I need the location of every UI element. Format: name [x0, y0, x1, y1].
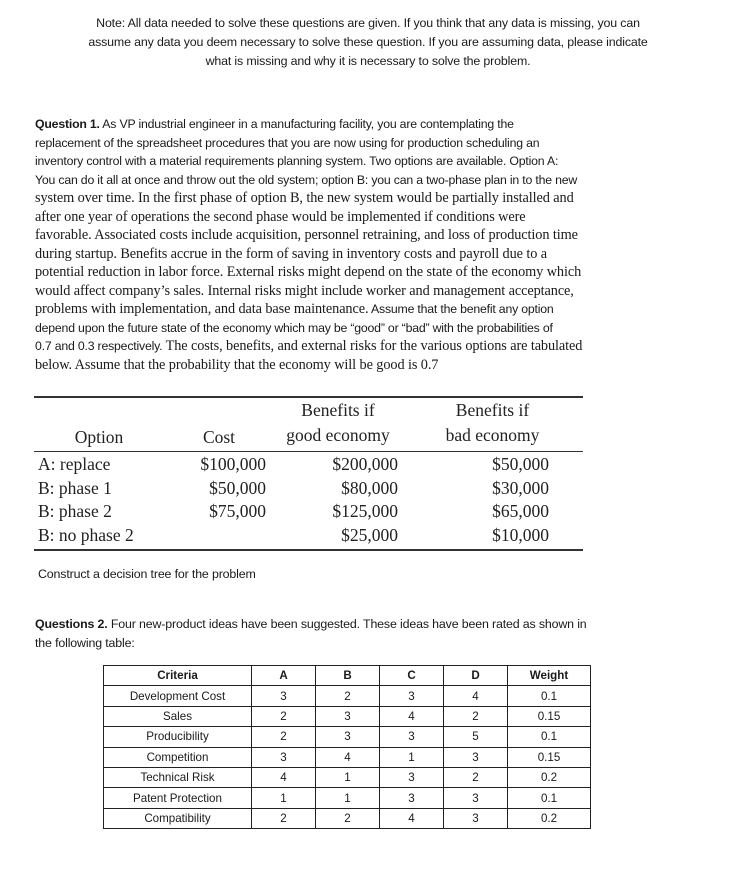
table-cell: 3	[316, 727, 380, 747]
q1-line: during startup. Benefits accrue in the form of saving in inventory costs and payroll due to a	[35, 245, 548, 262]
q1-line: after one year of operations the second phase would be implemented if conditions were	[35, 208, 526, 225]
table-cell: 3	[444, 788, 508, 808]
table-cell-cost: $75,000	[209, 501, 266, 521]
table-row	[104, 727, 591, 747]
table-cell-good: $80,000	[341, 477, 398, 498]
q1-line: potential reduction in labor force. External risks might depend on the state of the economy which	[35, 264, 582, 280]
table-row	[104, 808, 591, 828]
q1-line: inventory control with a material requirements planning system. Two options are available. Option A:	[35, 154, 559, 168]
table-cell: 0.15	[508, 706, 591, 726]
table-cell: 4	[380, 808, 444, 828]
header-good-economy: Benefits if good economy	[286, 399, 390, 445]
header-cost: Cost	[202, 426, 236, 447]
table-bottom-rule	[34, 549, 583, 551]
table-cell: Sales	[104, 706, 252, 726]
q1-line: would affect company’s sales. Internal risks might include worker and management acceptance,	[35, 282, 574, 299]
table-cell: 4	[444, 686, 508, 706]
q1-line: depend upon the future state of the economy which may be “good” or “bad” with the probabilities of	[35, 320, 553, 335]
table-cell: 4	[316, 747, 380, 767]
table-cell: 1	[316, 767, 380, 787]
q1-line: below. Assume that the probability that the economy will be good is 0.7	[35, 356, 439, 373]
table-cell: 1	[316, 788, 380, 808]
table-body	[34, 452, 583, 549]
header-bad-economy: Benefits if bad economy	[445, 399, 540, 445]
q1-line: You can do it all at once and throw out the old system; option B: you can a two-phase plan in to the new	[35, 172, 578, 187]
header-option: Option	[74, 426, 124, 447]
table-cell: 1	[380, 747, 444, 767]
table-row	[104, 788, 591, 808]
table-cell-option: A: replace	[38, 454, 111, 474]
table-cell: 0.1	[508, 686, 591, 706]
note-paragraph	[30, 14, 706, 71]
table-cell-cost: $100,000	[200, 454, 266, 474]
table-cell: 2	[252, 727, 316, 747]
table-cell: 3	[444, 808, 508, 828]
q1-line: favorable. Associated costs include acquisition, personnel retraining, and loss of production time	[35, 227, 578, 243]
table-cell: 0.15	[508, 747, 591, 767]
table-cell: Technical Risk	[104, 767, 252, 787]
table-cell: 2	[252, 808, 316, 828]
question-2-paragraph	[35, 615, 675, 653]
q1-line: replacement of the spreadsheet procedures that you are now using for production scheduling an	[35, 135, 540, 150]
table-cell: Competition	[104, 747, 252, 767]
table-row	[104, 747, 591, 767]
table-header-row	[104, 666, 591, 686]
table-cell: 2	[316, 686, 380, 706]
table-cell: 2	[444, 706, 508, 726]
question-2-label: Questions 2.	[35, 617, 108, 631]
table-cell-bad: $30,000	[492, 477, 549, 498]
table-cell: Producibility	[104, 727, 252, 747]
table-cell: 4	[380, 706, 444, 726]
table-cell: 3	[380, 788, 444, 808]
table-cell-bad: $10,000	[492, 524, 549, 545]
table-cell: 2	[316, 808, 380, 828]
table-cell-bad: $65,000	[492, 501, 549, 521]
table-cell-option: B: phase 2	[38, 501, 112, 521]
table-cell: Patent Protection	[104, 788, 252, 808]
table-row	[104, 767, 591, 787]
table-cell: 0.2	[508, 808, 591, 828]
table-cell-good: $200,000	[332, 454, 398, 474]
table-cell-bad: $50,000	[492, 454, 549, 474]
table-cell: 2	[252, 706, 316, 726]
q2-line: Questions 2. Four new-product ideas have been suggested. These ideas have been rated as shown in	[35, 617, 587, 631]
table-cell: 0.2	[508, 767, 591, 787]
header-weight: Weight	[508, 666, 591, 686]
q1-line: 0.7 and 0.3 respectively. The costs, benefits, and external risks for the various options are tabulated	[35, 338, 583, 354]
header-criteria: Criteria	[104, 666, 252, 686]
table-cell: Development Cost	[104, 686, 252, 706]
table-cell: 3	[252, 747, 316, 767]
table-cell-good: $25,000	[341, 524, 398, 545]
table-cell: 2	[444, 767, 508, 787]
header-c: C	[380, 666, 444, 686]
table-cell: 5	[444, 727, 508, 747]
table-cell-cost	[164, 524, 274, 548]
table-cell: 3	[380, 767, 444, 787]
table-row	[104, 686, 591, 706]
table-cell: Compatibility	[104, 808, 252, 828]
table-cell: 1	[252, 788, 316, 808]
table-row	[104, 706, 591, 726]
header-d: D	[444, 666, 508, 686]
question-1-paragraph	[35, 115, 675, 374]
table-cell-option: B: no phase 2	[38, 524, 134, 545]
q1-line: problems with implementation, and data base maintenance. Assume that the benefit any option	[35, 301, 554, 317]
table-cell: 0.1	[508, 788, 591, 808]
options-cost-benefit-table	[34, 396, 583, 551]
q1-line: Question 1. As VP industrial engineer in a manufacturing facility, you are contemplating the	[35, 117, 514, 131]
table-cell: 3	[380, 686, 444, 706]
header-b: B	[316, 666, 380, 686]
note-line: Note: All data needed to solve these questions are given. If you think that any data is missing, you can	[96, 16, 640, 30]
product-ideas-rating-table	[103, 665, 591, 829]
table-cell: 3	[252, 686, 316, 706]
table-cell-cost: $50,000	[209, 477, 266, 498]
question-1-label: Question 1.	[35, 117, 100, 131]
table-header-row	[34, 398, 583, 451]
header-a: A	[252, 666, 316, 686]
table-cell: 3	[316, 706, 380, 726]
table-cell-option: B: phase 1	[38, 477, 112, 498]
note-line: assume any data you deem necessary to solve these question. If you are assuming data, please indicate	[88, 35, 648, 49]
table-cell: 0.1	[508, 727, 591, 747]
table-cell-good: $125,000	[332, 501, 398, 521]
construct-decision-tree-instruction: Construct a decision tree for the problem	[38, 567, 256, 581]
note-line: what is missing and why it is necessary to solve the problem.	[205, 54, 531, 68]
q2-line: the following table:	[35, 636, 135, 650]
table-cell: 3	[380, 727, 444, 747]
q1-line: system over time. In the first phase of option B, the new system would be partially installed and	[35, 190, 574, 206]
table-cell: 3	[444, 747, 508, 767]
table-cell: 4	[252, 767, 316, 787]
